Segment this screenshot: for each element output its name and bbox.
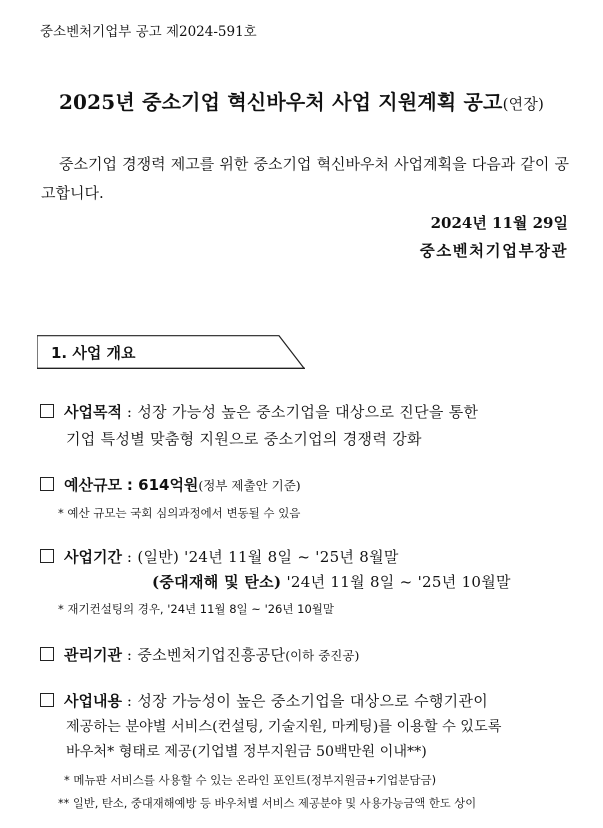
budget-note: * 예산 규모는 국회 심의과정에서 변동될 수 있음	[58, 506, 301, 520]
title-main: 2025년 중소기업 혁신바우처 사업 지원계획 공고	[58, 90, 503, 114]
content-note-1: * 메뉴판 서비스를 사용할 수 있는 온라인 포인트(정부지원금+기업분담금)	[64, 773, 437, 787]
period-general-range: '24년 11월 8일 ~ '25년 8월말	[184, 548, 399, 566]
intro-paragraph: 중소기업 경쟁력 제고를 위한 중소기업 혁신바우처 사업계획을 다음과 같이 공고합니다.	[41, 155, 569, 202]
notice-date: 2024년 11월 29일	[430, 214, 568, 232]
budget-amount: : 614억원	[126, 476, 199, 494]
notice-number: 중소벤처기업부 공고 제2024-591호	[40, 24, 257, 40]
period-note: * 재기컨설팅의 경우, '24년 11월 8일 ~ '26년 10월말	[58, 602, 334, 616]
section-header	[37, 335, 305, 369]
section-title: 1. 사업 개요	[51, 344, 136, 362]
purpose-label: 사업목적	[64, 403, 122, 421]
period-general-kind: : (일반)	[126, 548, 180, 566]
issuer-name: 중소벤처기업부장관	[419, 241, 568, 260]
title-suffix: (연장)	[502, 95, 545, 113]
agency-item	[40, 644, 359, 665]
checkbox-square-icon	[40, 647, 54, 661]
period-special	[152, 571, 511, 592]
period-label: 사업기간	[64, 548, 122, 566]
checkbox-square-icon	[40, 693, 54, 707]
checkbox-square-icon	[40, 404, 54, 418]
agency-label: 관리기관	[64, 646, 122, 664]
period-special-kind: (중대재해 및 탄소)	[152, 573, 282, 591]
agency-text: : 중소벤처기업진흥공단	[126, 646, 286, 664]
document-title	[0, 86, 603, 115]
content-continuation-1: 제공하는 분야별 서비스(컨설팅, 기술지원, 마케팅)를 이용할 수 있도록	[66, 719, 502, 735]
purpose-continuation: 기업 특성별 맞춤형 지원으로 중소기업의 경쟁력 강화	[66, 430, 422, 448]
budget-basis: (정부 제출안 기준)	[198, 478, 301, 493]
content-item	[40, 690, 488, 711]
purpose-item	[40, 401, 478, 422]
content-text: : 성장 가능성이 높은 중소기업을 대상으로 수행기관이	[126, 692, 489, 710]
budget-item	[40, 474, 301, 495]
purpose-text: : 성장 가능성 높은 중소기업을 대상으로 진단을 통한	[126, 403, 479, 421]
budget-label: 예산규모	[64, 476, 122, 494]
checkbox-square-icon	[40, 477, 54, 491]
agency-abbreviation: (이하 중진공)	[285, 648, 360, 663]
period-item	[40, 546, 399, 567]
checkbox-square-icon	[40, 549, 54, 563]
period-special-range: '24년 11월 8일 ~ '25년 10월말	[286, 573, 511, 591]
content-label: 사업내용	[64, 692, 122, 710]
content-continuation-2: 바우처* 형태로 제공(기업별 정부지원금 50백만원 이내**)	[66, 744, 427, 760]
content-note-2: ** 일반, 탄소, 중대재해예방 등 바우처별 서비스 제공분야 및 사용가능금액 한도 상이	[58, 797, 477, 810]
